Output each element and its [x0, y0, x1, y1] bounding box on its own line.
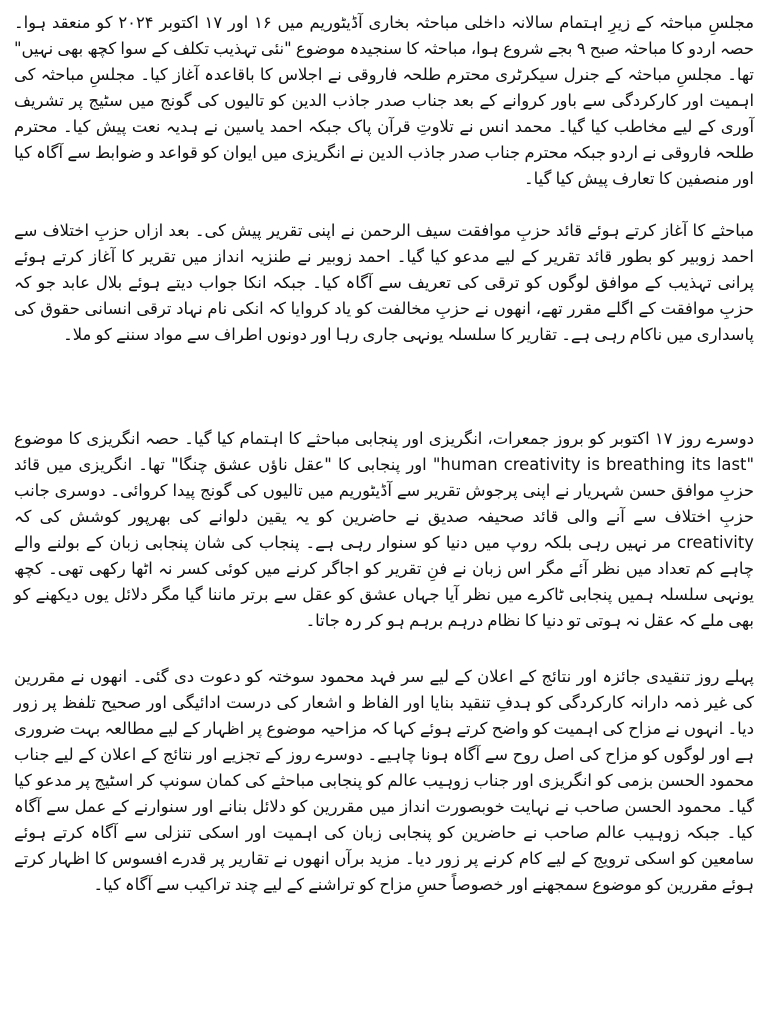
paragraph-debate-speeches	[14, 218, 754, 348]
paragraph-text: دوسرے روز ۱۷ اکتوبر کو بروز جمعرات، انگریزی اور پنجابی مباحثے کا اہتمام کیا گیا۔ حصہ انگریزی کا موضوع "human creativity is breathing its last" اور پنجابی کا "عقل ناؤں عشق چنگا" تھا۔ انگریزی میں قائد حزبِ موافق حسن شہریار نے اپنی پرجوش تقریر سے آڈیٹوریم میں تالیوں کی گونج پیدا کروائی۔ دوسری جانب حزبِ اختلاف سے آنے والی قائد صحیفہ صدیق نے حاضرین کو یہ یقین دلوانے کی بھرپور کوشش کی کہ creativity مر نہیں رہی بلکہ روپ میں دنیا کو سنوار رہی ہے۔ پنجاب کی شان پنجابی زبان کے بولنے والے چاہے کم تعداد میں نظر آئے مگر اس زبان نے فنِ تقریر کو اجاگر کرنے میں کوئی کسر نہ اٹھا رکھی تھی۔ کچھ یونہی سلسلہ ہمیں پنجابی ٹاکرے میں نظر آیا جہاں عشق کو عقل سے برتر ماننا گیا مگر دلائل یوں دیکھنے کو بھی ملے کہ عقل نہ ہوتی تو دنیا کا نظام درہم برہم ہو کر رہ جاتا۔	[14, 429, 754, 630]
paragraph-urdu-debate	[14, 10, 754, 192]
paragraph-text: پہلے روز تنقیدی جائزہ اور نتائج کے اعلان کے لیے سر فہد محمود سوختہ کو دعوت دی گئی۔ انھوں نے مقررین کی غیر ذمہ دارانہ کارکردگی کو ہدفِ تنقید بنایا اور الفاظ و اشعار کی درست ادائیگی اور صحیح تلفظ پر زور دیا۔ انہوں نے مزاح کی اہمیت کو واضح کرتے ہوئے کہا کہ مزاحیہ موضوع پر اظہار کے لیے مطالعہ بہت ضروری ہے اور لوگوں کو مزاح کی اصل روح سے آگاہ ہونا چاہیے۔ دوسرے روز کے تجزیے اور نتائج کے اعلان کے لیے جناب محمود الحسن بزمی کو انگریزی اور جناب زوہیب عالم کو پنجابی مباحثے کی کمان سونپ کر اسٹیج پر مدعو کیا گیا۔ محمود الحسن صاحب نے نہایت خوبصورت انداز میں مقررین کو دلائل بنانے اور سنوارنے کے عمل سے آگاہ کیا۔ جبکہ زوہیب عالم صاحب نے حاضرین کو پنجابی زبان کی اہمیت اور اسکی تنزلی سے آگاہ کرتے ہوئے سامعین کو اسکی ترویج کے لیے کام کرنے پر زور دیا۔ مزید برآں انھوں نے تقاریر پر قدرے افسوس کا اظہار کرتے ہوئے مقررین کو موضوع سمجھنے اور خصوصاً حسِ مزاح کو تراشنے کے لیے چند تراکیب سے آگاہ کیا۔	[14, 667, 754, 894]
paragraph-text: مباحثے کا آغاز کرتے ہوئے قائد حزبِ موافقت سیف الرحمن نے اپنی تقریر پیش کی۔ بعد ازاں حزبِ اختلاف سے احمد زوبیر کو بطور قائد تقریر کے لیے مدعو کیا گیا۔ احمد زوبیر نے طنزیہ انداز میں تقریر کا آغاز کرتے ہوئے پرانی تہذیب کے موافق لوگوں کو ترقی کی تعریف سے آگاہ کیا۔ جبکہ انکا جواب دیتے ہوئے بلال عابد جو کہ حزبِ موافقت کے اگلے مقرر تھے، انھوں نے حزبِ مخالفت کو یاد کروایا کہ انکی نام نہاد ترقی انسانی حقوق کی پاسداری میں ناکام رہی ہے۔ تقاریر کا سلسلہ یونہی جاری رہا اور دونوں اطراف سے مواد سننے کو ملا۔	[14, 221, 754, 344]
paragraph-english-punjabi-debate	[14, 426, 754, 634]
paragraph-judges-results	[14, 664, 754, 898]
paragraph-text: مجلسِ مباحثہ کے زیرِ اہتمام سالانہ داخلی مباحثہ بخاری آڈیٹوریم میں ۱۶ اور ۱۷ اکتوبر ۲۰۲۴ کو منعقد ہوا۔ حصہ اردو کا مباحثہ صبح ۹ بجے شروع ہوا، مباحثہ کا سنجیدہ موضوع "نئی تہذیب تکلف کے سوا کچھ بھی نہیں" تھا۔ مجلسِ مباحثہ کے جنرل سیکرٹری محترم طلحہ فاروقی نے اجلاس کا باقاعدہ آغاز کیا۔ مجلسِ مباحثہ کی اہمیت اور کارکردگی سے باور کروانے کے بعد جناب صدر جاذب الدین کو تالیوں کی گونج میں سٹیج پر تشریف آوری کے لیے مخاطب کیا گیا۔ محمد انس نے تلاوتِ قرآن پاک جبکہ احمد یاسین نے ہدیہ نعت پیش کیا۔ محترم طلحہ فاروقی نے اردو جبکہ محترم جناب صدر جاذب الدین نے انگریزی میں ایوان کو قواعد و ضوابط سے آگاہ کیا اور منصفین کا تعارف پیش کیا گیا۔	[14, 13, 755, 188]
